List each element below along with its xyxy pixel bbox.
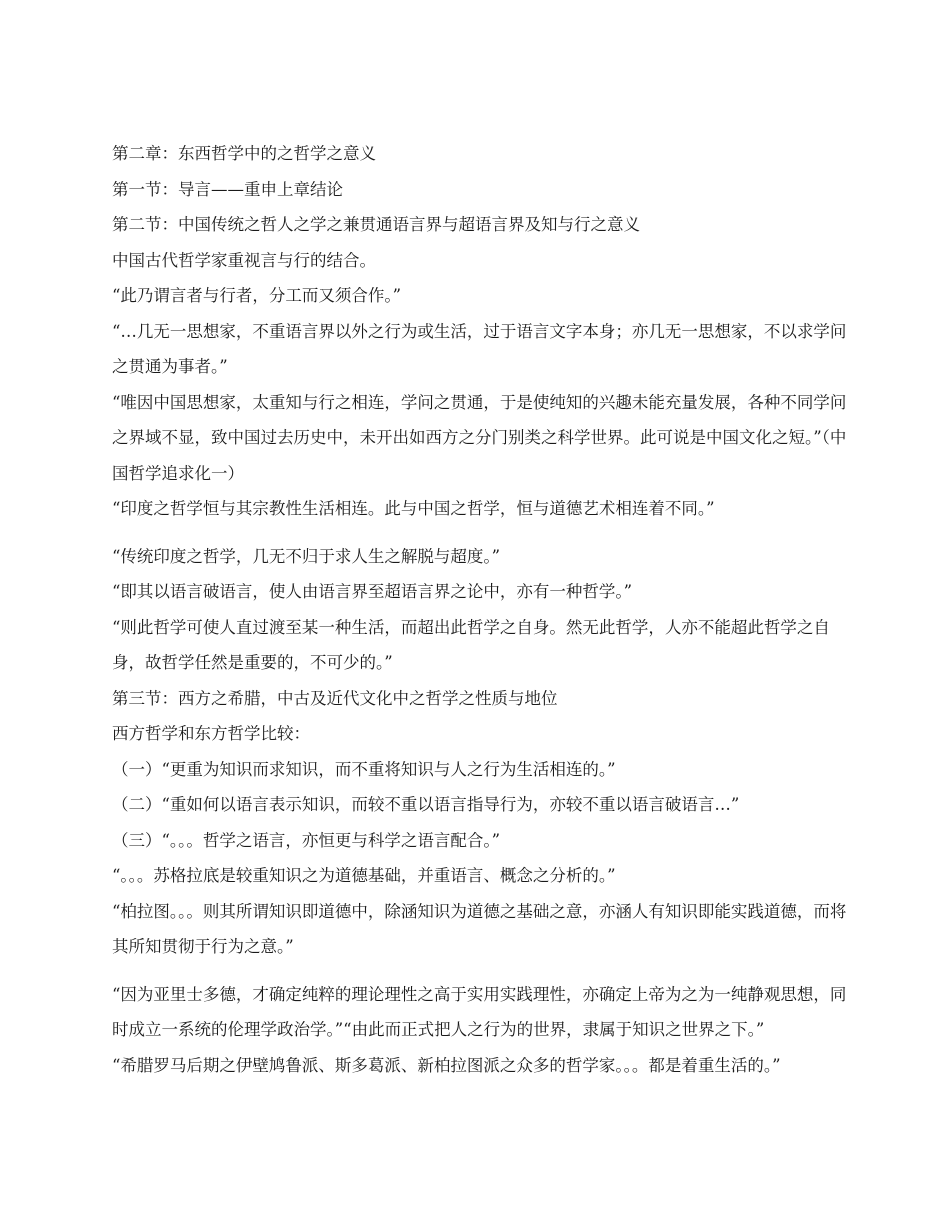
paragraph-gap xyxy=(112,965,852,977)
quote-paragraph: “希腊罗马后期之伊壁鸠鲁派、斯多葛派、新柏拉图派之众多的哲学家。。。都是着重生活的。” xyxy=(112,1055,781,1075)
section-heading-3: 第三节：西方之希腊，中古及近代文化中之哲学之性质与地位 xyxy=(112,688,558,708)
list-item: （一）“更重为知识而求知识，而不重将知识与人之行为生活相连的。” xyxy=(112,759,616,779)
list-item: （三）“。。。哲学之语言，亦恒更与科学之语言配合。” xyxy=(112,830,501,850)
paragraph-gap xyxy=(112,527,852,539)
section-heading-2: 第二节：中国传统之哲人之学之兼贯通语言界与超语言界及知与行之意义 xyxy=(112,215,640,234)
chapter-heading: 第二章：东西哲学中的之哲学之意义 xyxy=(112,144,376,163)
paragraph: 中国古代哲学家重视言与行的结合。 xyxy=(112,250,376,270)
section-heading-1: 第一节：导言——重申上章结论 xyxy=(112,179,343,199)
document-body xyxy=(112,136,852,1083)
quote-paragraph: “传统印度之哲学，几无不归于求人生之解脱与超度。” xyxy=(112,546,501,566)
quote-paragraph: “…几无一思想家，不重语言界以外之行为或生活，过于语言文字本身；亦几无一思想家，不以求学问之贯通为事者。” xyxy=(112,321,847,376)
quote-paragraph: “印度之哲学恒与其宗教性生活相连。此与中国之哲学，恒与道德艺术相连着不同。” xyxy=(112,499,715,518)
list-item: （二）“重如何以语言表示知识，而较不重以语言指导行为，亦较不重以语言破语言…” xyxy=(112,795,740,814)
quote-paragraph: “因为亚里士多德，才确定纯粹的理论理性之高于实用实践理性，亦确定上帝为之为一纯静观思想，同时成立一系统的伦理学政治学。”“由此而正式把人之行为的世界，隶属于知识之世界之下。” xyxy=(112,984,847,1039)
quote-paragraph: “此乃谓言者与行者，分工而又须合作。” xyxy=(112,286,402,305)
quote-paragraph: “即其以语言破语言，使人由语言界至超语言界之论中，亦有一种哲学。” xyxy=(112,582,633,601)
quote-paragraph: “。。。苏格拉底是较重知识之为道德基础，并重语言、概念之分析的。” xyxy=(112,866,616,885)
quote-paragraph: “柏拉图。。。则其所谓知识即道德中，除涵知识为道德之基础之意，亦涵人有知识即能实践道德，而将其所知贯彻于行为之意。” xyxy=(112,901,847,956)
paragraph: 西方哲学和东方哲学比较： xyxy=(112,724,310,743)
quote-paragraph: “则此哲学可使人直过渡至某一种生活，而超出此哲学之自身。然无此哲学，人亦不能超此哲学之自身，故哲学任然是重要的，不可少的。” xyxy=(112,617,830,672)
quote-paragraph: “唯因中国思想家，太重知与行之相连，学问之贯通，于是使纯知的兴趣未能充量发展，各种不同学问之界域不显，致中国过去历史中，未开出如西方之分门别类之科学世界。此可说是中国文化之短。”（中国哲学追求化一） xyxy=(112,392,847,483)
